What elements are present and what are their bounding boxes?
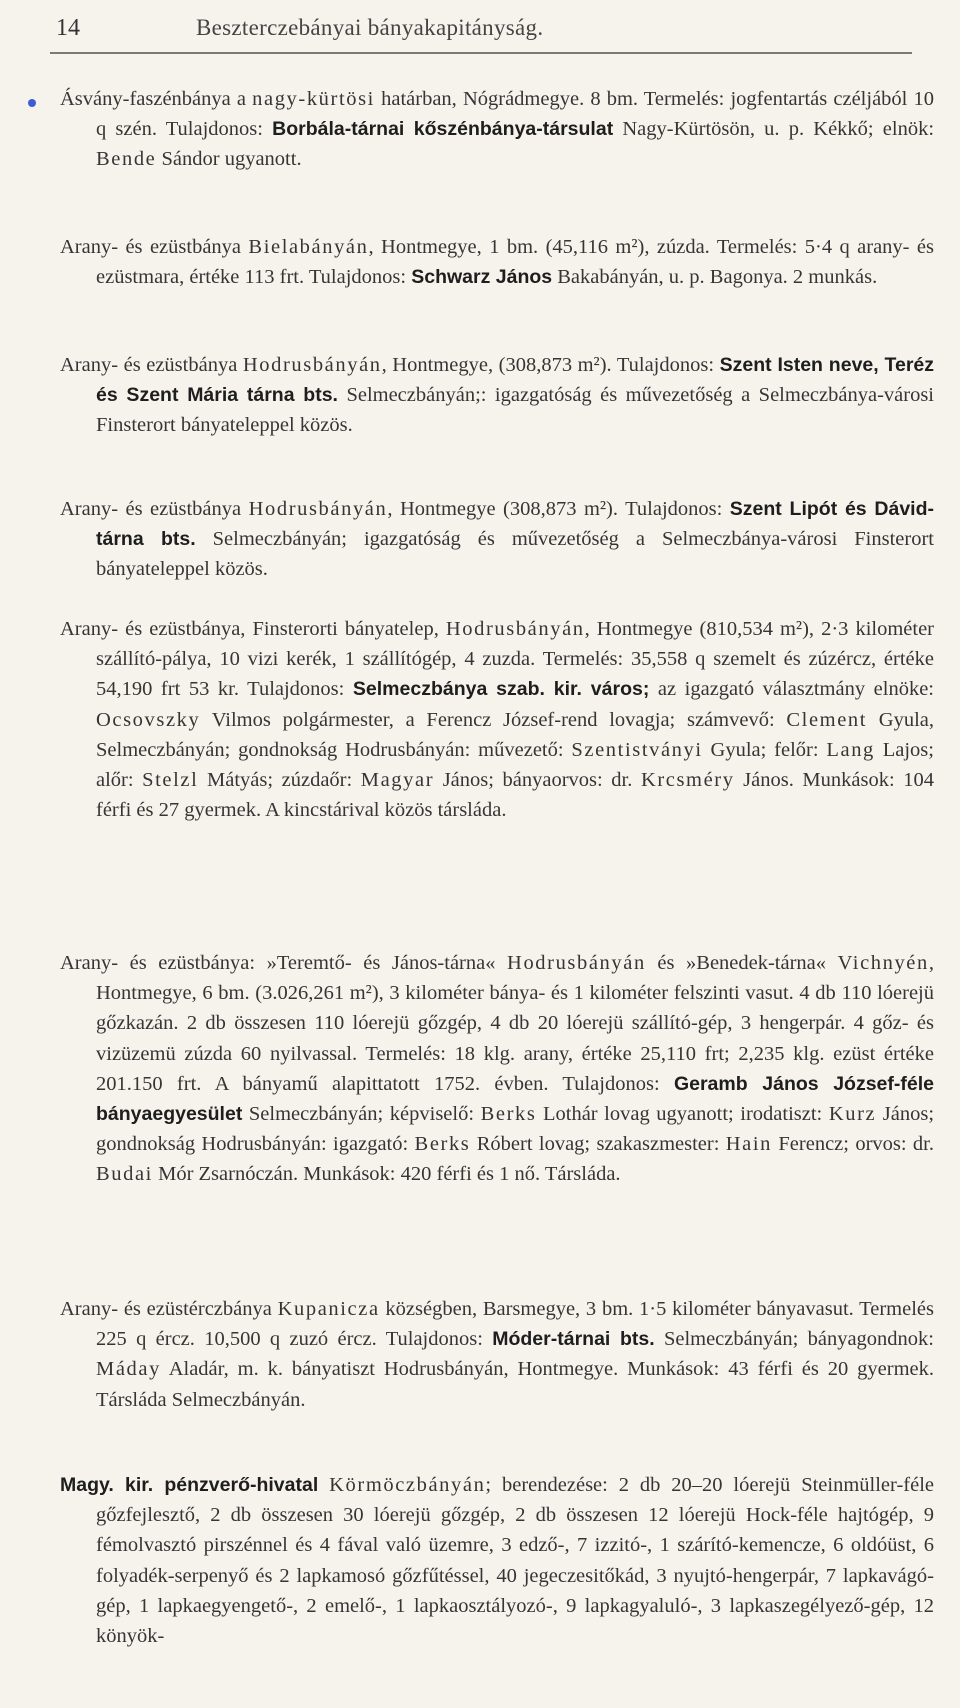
spaced-name-run: Lang — [826, 738, 875, 761]
spaced-name-run: Hodrusbányán — [445, 618, 585, 640]
text-run: Selmeczbányán; képviselő: — [242, 1103, 481, 1126]
text-run: Lajos; alőr: — [96, 738, 934, 792]
text-run: községben, Barsmegye, 3 bm. 1·5 kilométer bányavasut. Termelés 225 q ércz. 10,500 q zuzó ércz. Tulajdonos: — [96, 1298, 934, 1351]
text-run: Aladár, m. k. bányatiszt Hodrusbányán, Hontmegye. Munkások: 43 férfi és 20 gyermek. Társláda Selmeczbányán. — [96, 1358, 934, 1411]
spaced-name-run: Budai — [96, 1163, 153, 1186]
entry-bielabanya — [60, 232, 934, 292]
spaced-name-run: Hodrusbányán — [248, 498, 388, 520]
spaced-name-run: Máday — [96, 1358, 161, 1381]
text-run: és »Benedek-tárna« — [645, 952, 838, 974]
text-run: Selmeczbányán; igazgatóság és művezetőség a Selmeczbánya-városi Finsterort bányateleppel közös. — [96, 528, 934, 581]
entry-kupanicza — [60, 1294, 934, 1415]
text-run: , Hontmegye, 1 bm. (45,116 m²), zúzda. Termelés: 5·4 q arany- és ezüstmara, értéke 113 frt. Tulajdonos: — [96, 236, 934, 289]
text-run: Bakabányán, u. p. Bagonya. 2 munkás. — [552, 266, 878, 289]
header-rule — [50, 52, 912, 54]
bold-name-run: Magy. kir. pénzverő-hivatal — [60, 1474, 319, 1496]
spaced-name-run: Körmöczbányán — [329, 1474, 486, 1496]
text-run: Arany- és ezüstbánya, Finsterorti bányatelep, — [60, 618, 446, 640]
text-run: Ferencz; orvos: dr. — [772, 1133, 934, 1156]
spaced-name-run: Bende — [96, 148, 157, 171]
text-run: határban, Nógrádmegye. 8 bm. Termelés: jogfentartás czéljából 10 q szén. Tulajdonos: — [96, 88, 934, 141]
bold-name-run: Móder-tárnai bts. — [492, 1328, 655, 1351]
text-run: , Hontmegye (810,534 m²), 2·3 kilométer szállító-pálya, 10 vizi kerék, 1 szállítógép, 4 zuzda. Termelés: 35,558 q szemelt és zúzércz, értéke 54,190 frt 53 kr. Tulajdonos: — [96, 618, 934, 701]
text-run: János; bányaorvos: dr. — [434, 769, 641, 792]
spaced-name-run: Krcsméry — [640, 769, 735, 792]
spaced-name-run: Vichnyén — [837, 952, 929, 974]
text-run: Arany- és ezüstbánya — [60, 236, 249, 258]
page-header — [56, 6, 900, 50]
text-run: Mór Zsarnóczán. Munkások: 420 férfi és 1 nő. Társláda. — [152, 1163, 621, 1186]
text-run: , Hontmegye, 6 bm. (3.026,261 m²), 3 kilométer bánya- és 1 kilométer felszinti vasut. 4 db 110 lóerejü gőzkazán. 2 db összesen 110 lóerejü gőzgép, 4 db 20 lóerejü szállító-gép, 3 hengerpár. 4 gőz- és vizüzemü zúzda 60 nyilvassal. Termelés: 18 klg. arany, értéke 25,110 frt; 2,235 klg. ezüst értéke 201.150 frt. A bányamű alapittatott 1752. évben. Tulajdonos: — [96, 952, 934, 1095]
spaced-name-run: Kupanicza — [277, 1298, 380, 1320]
spaced-name-run: Szentistványi — [571, 738, 703, 761]
text-run: Lothár lovag ugyanott; irodatiszt: — [536, 1103, 829, 1126]
spaced-name-run: Berks — [480, 1103, 537, 1126]
spaced-name-run: Magyar — [360, 769, 435, 792]
spaced-name-run: nagy-kürtösi — [252, 88, 375, 110]
page-number: 14 — [56, 14, 80, 41]
spaced-name-run: Hodrusbányán — [507, 952, 646, 974]
text-run: Vilmos polgármester, a Ferencz József-rend lovagja; számvevő: — [200, 708, 787, 731]
text-run: az igazgató választmány elnöke: — [649, 678, 934, 701]
text-run: Gyula; felőr: — [702, 738, 827, 761]
spaced-name-run: Bielabányán — [248, 236, 369, 258]
text-run: Gyula, Selmeczbányán; gondnokság Hodrusbányán: művezető: — [96, 708, 934, 761]
text-run: Arany- és ezüstbánya — [60, 354, 243, 376]
spaced-name-run: Clement — [786, 708, 868, 731]
spaced-name-run: Hain — [725, 1133, 773, 1156]
spaced-name-run: Kurz — [828, 1103, 877, 1126]
text-run: ; berendezése: 2 db 20–20 lóerejü Steinmüller-féle gőzfejlesztő, 2 db összesen 30 lóerejü gőzgép, 2 db összesen 12 lóerejü Hock-féle hajtógép, 9 fémolvasztó pirszénnel és 4 fával való üzemre, 3 edző-, 7 izzitó-, 1 szárító-kemencze, 6 oldóüst, 6 folyadék-serpenyő és 2 lapkamosó gőzfűtéssel, 40 jegeczesitőkád, 3 nyujtó-hengerpár, 7 lapkavágó-gép, 1 lapkaegyengető-, 2 emelő-, 1 lapkaosztályozó-, 9 lapkagyaluló-, 3 lapkaszegélyező-gép, 12 könyök- — [96, 1474, 934, 1648]
text-run — [318, 1474, 329, 1496]
running-title: Beszterczebányai bányakapitányság. — [196, 15, 544, 40]
text-run: Arany- és ezüstbánya: »Teremtő- és János-tárna« — [60, 952, 508, 974]
bold-name-run: Geramb János József-féle bányaegyesület — [96, 1072, 934, 1126]
bold-name-run: Szent Isten neve, Teréz és Szent Mária tárna bts. — [96, 354, 935, 407]
text-run: Arany- és ezüstbánya — [60, 498, 249, 520]
bold-name-run: Szent Lipót és Dávid-tárna bts. — [96, 498, 935, 551]
text-run: János; gondnokság Hodrusbányán: igazgató: — [96, 1103, 935, 1156]
spaced-name-run: Ocsovszky — [96, 708, 201, 731]
text-run: Selmeczbányán;: igazgatóság és művezetőség a Selmeczbánya-városi Finsterort bányateleppel közös. — [96, 384, 934, 437]
text-run: Sándor ugyanott. — [156, 148, 302, 171]
text-run: , Hontmegye (308,873 m²). Tulajdonos: — [387, 498, 730, 520]
entry-penzvero-hivatal — [60, 1470, 934, 1651]
bold-name-run: Selmeczbánya szab. kir. város; — [352, 678, 650, 701]
text-run: Mátyás; zúzdaőr: — [198, 769, 361, 792]
text-run: Arany- és ezüstérczbánya — [60, 1298, 278, 1320]
bold-name-run: Schwarz János — [411, 266, 553, 289]
entry-hodrusbanya-szent-isten — [60, 350, 934, 441]
spaced-name-run: Berks — [414, 1133, 471, 1156]
entry-finsterort — [60, 614, 934, 825]
text-run: Róbert lovag; szakaszmester: — [470, 1133, 726, 1156]
entry-teremto-janos-tarna — [60, 948, 934, 1190]
margin-dot-mark — [28, 99, 36, 107]
bold-name-run: Borbála-tárnai kőszénbánya-társulat — [272, 118, 614, 141]
entry-asvany-faszenbanya — [60, 84, 934, 175]
text-run: , Hontmegye, (308,873 m²). Tulajdonos: — [381, 354, 720, 376]
text-run: Selmeczbányán; bányagondnok: — [654, 1328, 934, 1351]
entry-hodrusbanya-szent-lipot — [60, 494, 934, 585]
text-run: Nagy-Kürtösön, u. p. Kékkő; elnök: — [613, 118, 935, 141]
text-run: Ásvány-faszénbánya a — [60, 88, 253, 110]
spaced-name-run: Hodrusbányán — [242, 354, 382, 376]
spaced-name-run: Stelzl — [142, 769, 199, 792]
text-run: János. Munkások: 104 férfi és 27 gyermek. A kincstárival közös társláda. — [96, 769, 934, 822]
